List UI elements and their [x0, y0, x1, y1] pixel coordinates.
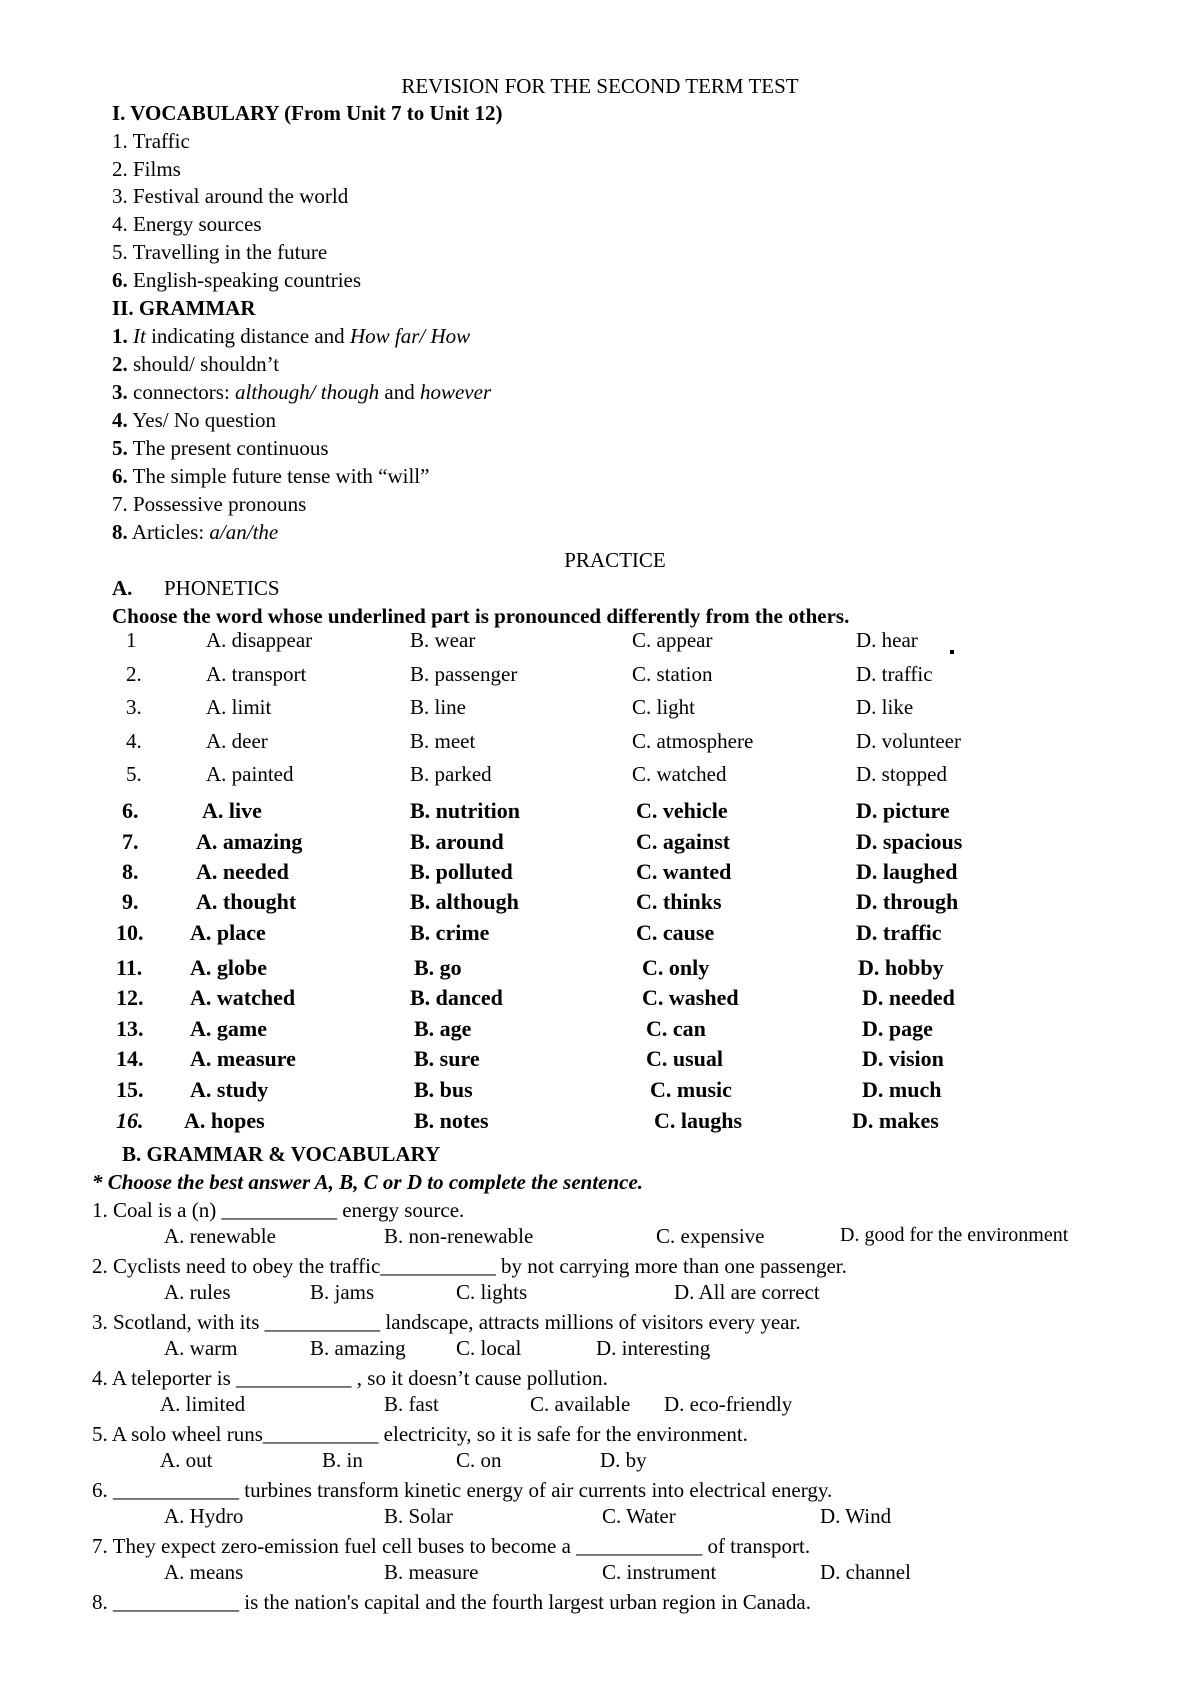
vocab-heading: I. VOCABULARY (From Unit 7 to Unit 12) [112, 101, 503, 125]
phonetics-row: 7. A. amazing B. around C. against D. spacious [122, 829, 963, 854]
grammar-item: 5. The present continuous [112, 436, 329, 460]
answer-row: A. means B. measure C. instrument D. channel [164, 1560, 911, 1584]
grammar-item: 2. should/ shouldn’t [112, 352, 280, 376]
answer-row: A. warm B. amazing C. local D. interesting [164, 1336, 711, 1360]
phonetics-row: 3. A. limit B. line C. light D. like [126, 695, 914, 719]
gv-heading: B. GRAMMAR & VOCABULARY [122, 1142, 441, 1166]
grammar-item: 7. Possessive pronouns [112, 492, 307, 516]
question: 3. Scotland, with its ___________ landscape, attracts millions of visitors every year. [92, 1310, 801, 1334]
phonetics-row: 14. A. measure B. sure C. usual D. vision [116, 1046, 944, 1071]
page-title: REVISION FOR THE SECOND TERM TEST [401, 74, 799, 98]
answer-row: A. limited B. fast C. available D. eco-friendly [160, 1392, 793, 1416]
phonetics-instruction: Choose the word whose underlined part is pronounced differently from the others. [112, 604, 850, 628]
vocab-item: 6. English-speaking countries [112, 268, 362, 292]
question: 7. They expect zero-emission fuel cell buses to become a ____________ of transport. [92, 1534, 811, 1558]
answer-row: A. rules B. jams C. lights D. All are correct [164, 1280, 820, 1304]
phonetics-heading: PHONETICS [164, 576, 280, 600]
question: 5. A solo wheel runs___________ electricity, so it is safe for the environment. [92, 1422, 748, 1446]
phonetics-row: 16. A. hopes B. notes C. laughs D. makes [116, 1108, 939, 1133]
question: 1. Coal is a (n) ___________ energy source. [92, 1198, 465, 1222]
phonetics-row: 10. A. place B. crime C. cause D. traffic [116, 920, 942, 945]
grammar-item: 3. connectors: although/ though and however [112, 380, 492, 404]
practice-heading: PRACTICE [564, 548, 666, 572]
phonetics-row: 11. A. globe B. go C. only D. hobby [116, 955, 944, 980]
phonetics-row: 6. A. live B. nutrition C. vehicle D. picture [122, 798, 950, 823]
phonetics-letter: A. [112, 576, 133, 600]
question: 4. A teleporter is ___________ , so it doesn’t cause pollution. [92, 1366, 608, 1390]
phonetics-row: 13. A. game B. age C. can D. page [116, 1016, 933, 1041]
question: 8. ____________ is the nation's capital and the fourth largest urban region in Canada. [92, 1590, 811, 1614]
answer-row: A. renewable B. non-renewable C. expensive D. good for the environment [164, 1224, 1069, 1248]
vocab-item: 3. Festival around the world [112, 184, 349, 208]
stray-dot [950, 650, 954, 654]
phonetics-row: 4. A. deer B. meet C. atmosphere D. volunteer [126, 729, 961, 753]
vocab-item: 5. Travelling in the future [112, 240, 328, 264]
grammar-item: 8. Articles: a/an/the [112, 520, 279, 544]
grammar-item: 1. It indicating distance and How far/ How [112, 324, 471, 348]
phonetics-row: 9. A. thought B. although C. thinks D. through [122, 889, 959, 914]
grammar-item: 4. Yes/ No question [112, 408, 276, 432]
answer-row: A. out B. in C. on D. by [160, 1448, 647, 1472]
phonetics-row: 8. A. needed B. polluted C. wanted D. laughed [122, 859, 958, 884]
vocab-item: 2. Films [112, 157, 181, 181]
phonetics-row: 12. A. watched B. danced C. washed D. needed [116, 985, 955, 1010]
vocab-item: 4. Energy sources [112, 212, 262, 236]
grammar-heading: II. GRAMMAR [112, 296, 256, 320]
gv-instruction: * Choose the best answer A, B, C or D to complete the sentence. [92, 1170, 644, 1194]
phonetics-row: 1 A. disappear B. wear C. appear D. hear [126, 628, 918, 652]
phonetics-row: 2. A. transport B. passenger C. station D. traffic [126, 662, 933, 686]
answer-row: A. Hydro B. Solar C. Water D. Wind [164, 1504, 892, 1528]
question: 2. Cyclists need to obey the traffic___________ by not carrying more than one passenger. [92, 1254, 847, 1278]
grammar-item: 6. The simple future tense with “will” [112, 464, 430, 488]
question: 6. ____________ turbines transform kinetic energy of air currents into electrical energy. [92, 1478, 833, 1502]
phonetics-row: 15. A. study B. bus C. music D. much [116, 1077, 942, 1102]
phonetics-row: 5. A. painted B. parked C. watched D. stopped [126, 762, 947, 786]
vocab-item: 1. Traffic [112, 129, 190, 153]
